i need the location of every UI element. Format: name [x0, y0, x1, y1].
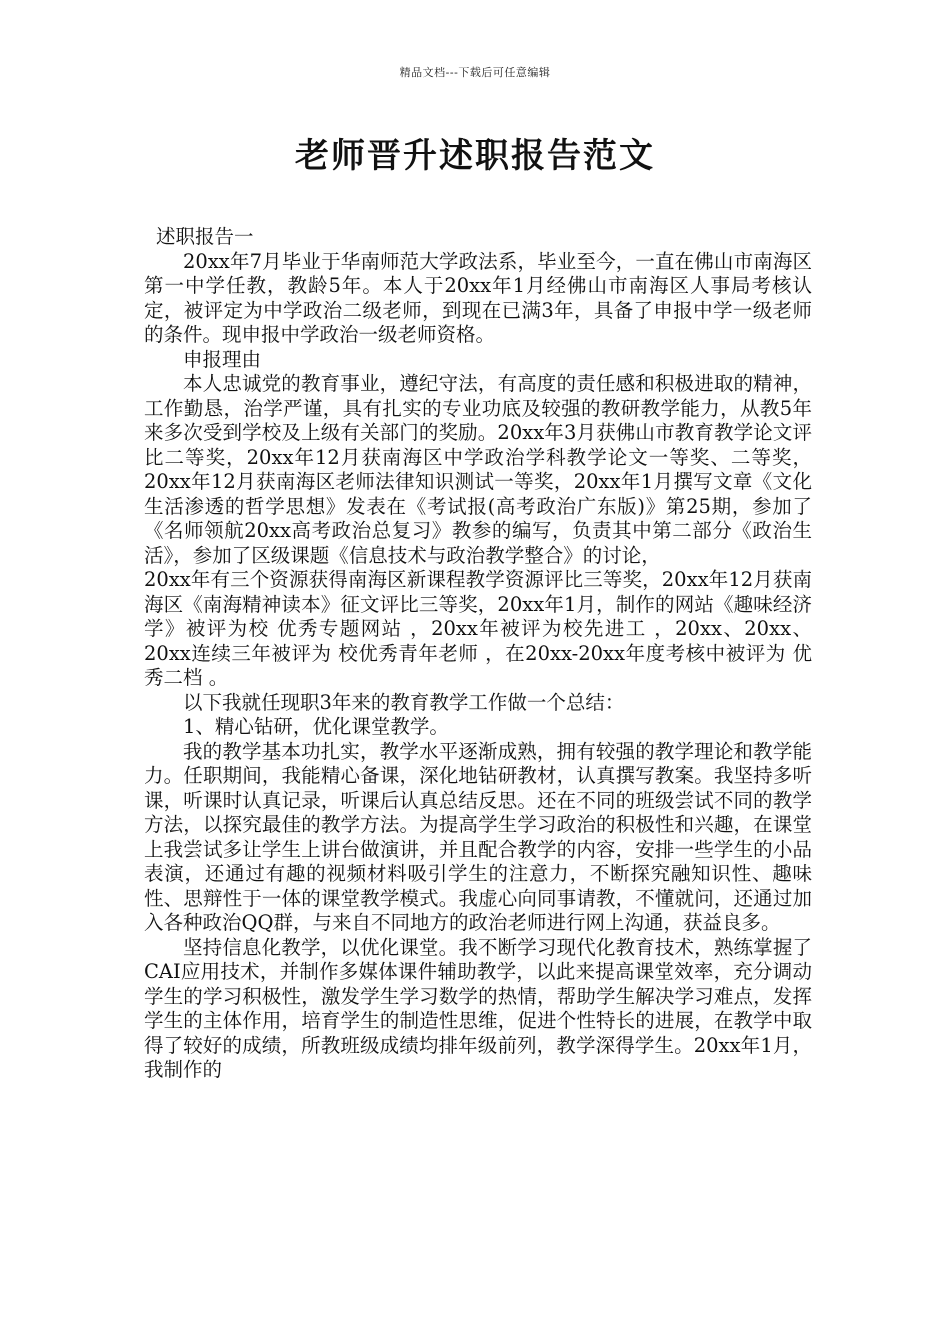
paragraph-summary-lead: 以下我就任现职3年来的教育教学工作做一个总结： — [183, 690, 625, 714]
page-header: 精品文档---下载后可任意编辑 — [399, 66, 551, 79]
paragraph-intro: 20xx年7月毕业于华南师范大学政法系，毕业至今，一直在佛山市南海区第一中学任教，教龄5年。本人于20xx年1月经佛山市南海区人事局考核认定，被评定为中学政治二级老师，到现在已满3年，具备了申报中学一级老师的条件。现申报中学政治一级老师资格。 — [144, 249, 812, 346]
paragraph-awards: 20xx年有三个资源获得南海区新课程教学资源评比三等奖，20xx年12月获南海区《南海精神读本》征文评比三等奖，20xx年1月，制作的网站《趣味经济学》被评为校 优秀专题网站 ，20xx年被评为校先进工 ，20xx、20xx、20xx连续三年被评为 校优秀青年老师 ，在20xx-20xx年度考核中被评为 优秀二档 。 — [144, 568, 812, 689]
paragraph-reasons: 本人忠诚党的教育事业，遵纪守法，有高度的责任感和积极进取的精神，工作勤恳，治学严谨，具有扎实的专业功底及较强的教研教学能力，从教5年来多次受到学校及上级有关部门的奖励。20xx年3月获佛山市教育教学论文评比二等奖，20xx年12月获南海区中学政治学科教学论文一等奖、二等奖，20xx年12月获南海区老师法律知识测试一等奖，20xx年1月撰写文章《文化生活渗透的哲学思想》发表在《考试报(高考政治广东版)》第25期，参加了《名师领航20xx高考政治总复习》教参的编写，负责其中第二部分《政治生活》，参加了区级课题《信息技术与政治教学整合》的讨论， — [144, 372, 812, 567]
paragraph-informatization: 坚持信息化教学，以优化课堂。我不断学习现代化教育技术，熟练掌握了CAI应用技术，并制作多媒体课件辅助教学，以此来提高课堂效率，充分调动学生的学习积极性，激发学生学习数学的热情，帮助学生解决学习难点，发挥学生的主体作用，培育学生的制造性思维，促进个性特长的进展，在教学中取得了较好的成绩，所教班级成绩均排年级前列，教学深得学生。20xx年1月，我制作的 — [144, 935, 812, 1081]
document-body — [144, 225, 812, 1083]
paragraph-teaching: 我的教学基本功扎实，教学水平逐渐成熟，拥有较强的教学理论和教学能力。任职期间，我能精心备课，深化地钻研教材，认真撰写教案。我坚持多听课，听课时认真记录，听课后认真总结反思。还在不同的班级尝试不同的教学方法，以探究最佳的教学方法。为提高学生学习政治的积极性和兴趣，在课堂上我尝试多让学生上讲台做演讲，并且配合教学的内容，安排一些学生的小品表演，还通过有趣的视频材料吸引学生的注意力，不断探究融知识性、趣味性、思辩性于一体的课堂教学模式。我虚心向同事请教，不懂就问，还通过加入各种政治QQ群，与来自不同地方的政治老师进行网上沟通，获益良多。 — [144, 739, 812, 934]
paragraph-point-one: 1、精心钻研，优化课堂教学。 — [183, 715, 449, 738]
document-title: 老师晋升述职报告范文 — [295, 136, 655, 176]
paragraph-reason-heading: 申报理由 — [183, 347, 262, 371]
paragraph-section-heading: 述职报告一 — [156, 225, 254, 248]
